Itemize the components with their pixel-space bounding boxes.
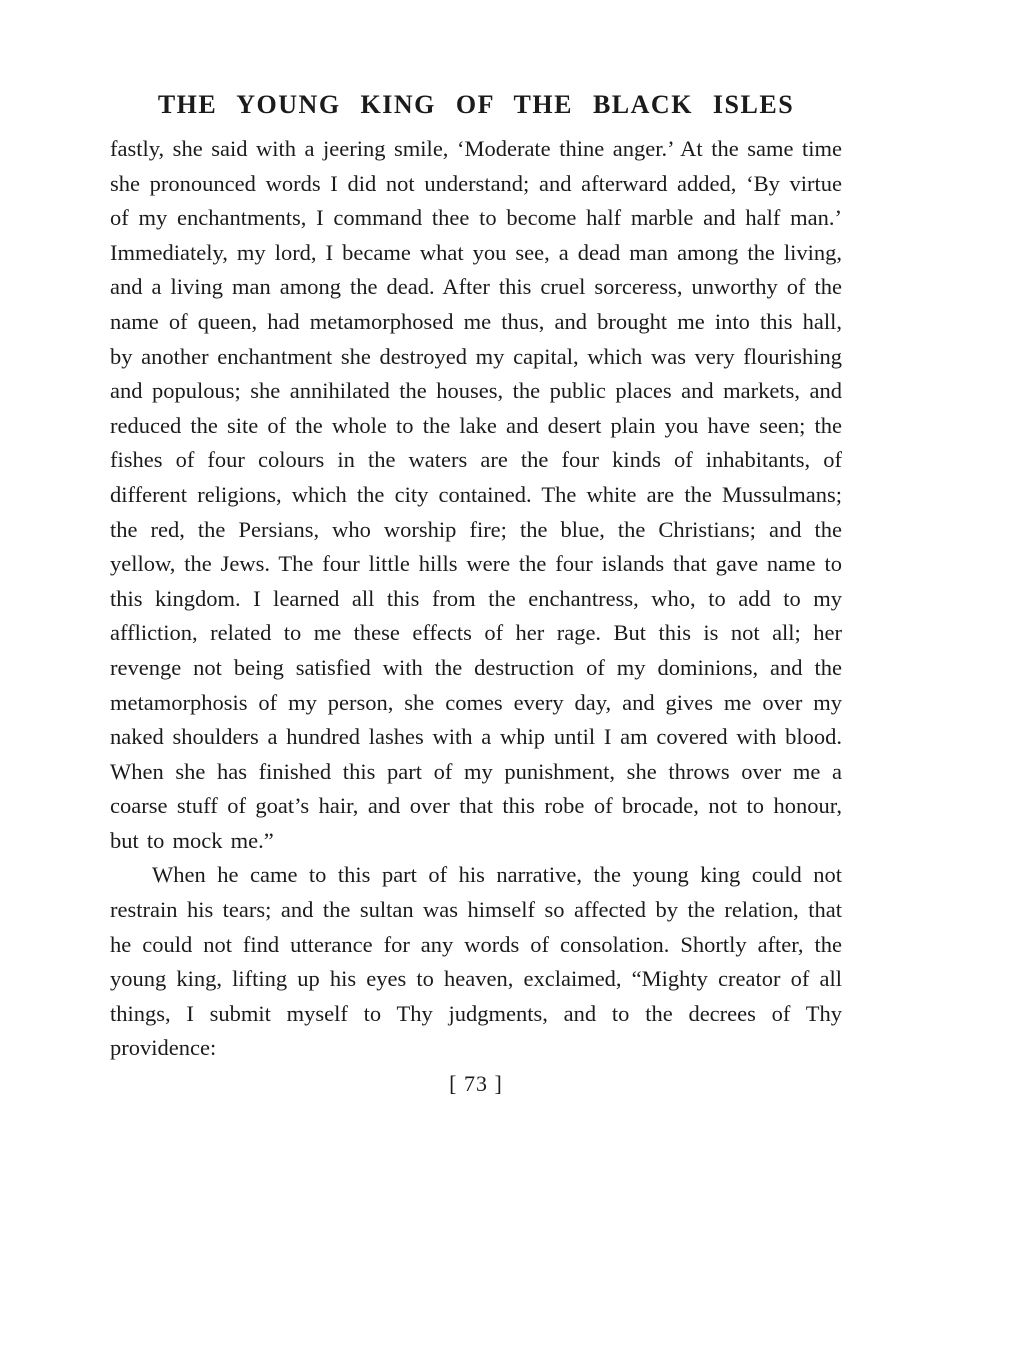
page-number: [ 73 ] — [449, 1071, 503, 1097]
page-header: THE YOUNG KING OF THE BLACK ISLES — [157, 90, 795, 119]
text-block — [110, 90, 842, 1097]
paragraph: When he came to this part of his narrative, the young king could not restrain his tears; and the sultan was himself so affected by the relation, that he could not find utterance for any words of consolation. Shortly after, the young king, lifting up his eyes to heaven, exclaimed, “Mighty creator of all things, I submit myself to Thy judgments, and to the decrees of Thy providence: — [110, 862, 842, 1061]
body-text — [110, 132, 842, 1066]
paragraph: fastly, she said with a jeering smile, ‘Moderate thine anger.’ At the same time she pronounced words I did not understand; and afterward added, ‘By virtue of my enchantments, I command thee to become half marble and half man.’ Immediately, my lord, I became what you see, a dead man among the living, and a living man among the dead. After this cruel sorceress, unworthy of the name of queen, had metamorphosed me thus, and brought me into this hall, by another enchantment she destroyed my capital, which was very flourishing and populous; she annihilated the houses, the public places and markets, and reduced the site of the whole to the lake and desert plain you have seen; the fishes of four colours in the waters are the four kinds of inhabitants, of different religions, which the city contained. The white are the Mussulmans; the red, the Persians, who worship fire; the blue, the Christians; and the yellow, the Jews. The four little hills were the four islands that gave name to this kingdom. I learned all this from the enchantress, who, to add to my affliction, related to me these effects of her rage. But this is not all; her revenge not being satisfied with the destruction of my dominions, and the metamorphosis of my person, she comes every day, and gives me over my naked shoulders a hundred lashes with a whip until I am covered with blood. When she has finished this part of my punishment, she throws over me a coarse stuff of goat’s hair, and over that this robe of brocade, not to honour, but to mock me.” — [110, 136, 842, 853]
